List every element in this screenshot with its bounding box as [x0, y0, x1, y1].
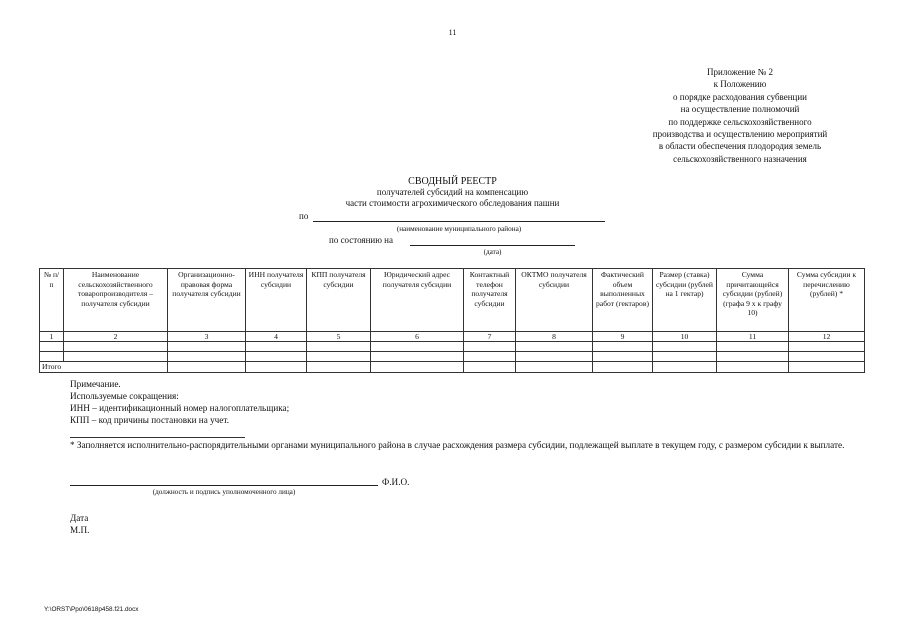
file-path: Y:\ORST\Ppo\0618p458.f21.docx: [44, 606, 139, 613]
table-cell: [40, 352, 64, 362]
appendix-line: производства и осуществлению мероприятий: [652, 129, 828, 140]
table-header-row: [40, 269, 865, 332]
date-field-line: [410, 245, 575, 246]
column-number-row: [40, 332, 865, 342]
footnote-separator: [70, 437, 245, 438]
table-cell: [246, 342, 307, 352]
appendix-line: по поддержке сельскохозяйственного: [668, 116, 812, 127]
table-cell: [464, 342, 516, 352]
column-header: Размер (ставка) субсидии (рублей на 1 гектар): [653, 269, 717, 332]
column-header: Сумма причитающейся субсидии (рублей) (графа 9 х к графу 10): [717, 269, 789, 332]
note-line: ИНН – идентификационный номер налогоплательщика;: [70, 403, 290, 413]
table-cell: [40, 342, 64, 352]
column-number: 11: [717, 332, 789, 342]
date-label: по состоянию на: [329, 235, 393, 245]
column-number: 8: [516, 332, 593, 342]
table-cell: [64, 352, 168, 362]
page-number: 11: [448, 28, 457, 37]
table-cell: [246, 352, 307, 362]
registry-table: [39, 268, 865, 373]
signature-fio: Ф.И.О.: [382, 477, 410, 487]
appendix-line: Приложение № 2: [707, 67, 773, 77]
note-line: КПП – код причины постановки на учет.: [70, 415, 229, 425]
column-number: 5: [307, 332, 371, 342]
district-label: по: [299, 211, 309, 221]
column-number: 12: [789, 332, 865, 342]
table-cell: [593, 352, 653, 362]
table-cell: [464, 352, 516, 362]
table-cell: [593, 342, 653, 352]
footnote-text: * Заполняется исполнительно-распорядительными органами муниципального района в случае расхождения размера субсидии, подлежащей выплате в текущем году, с размером субсидии к выплате.: [70, 440, 845, 450]
date-field-hint: (дата): [483, 248, 502, 256]
table-cell: [246, 362, 307, 373]
table-cell: [64, 342, 168, 352]
column-header: № п/п: [40, 269, 64, 332]
column-header: Сумма субсидии к перечислению (рублей) *: [789, 269, 865, 332]
appendix-line: к Положению: [713, 79, 767, 90]
district-field-line: [313, 221, 605, 222]
table-cell: [789, 362, 865, 373]
document-subtitle: части стоимости агрохимического обследования пашни: [345, 198, 560, 208]
table-cell: [789, 342, 865, 352]
column-header: Наименование сельскохозяйственного товаропроизводителя – получателя субсидии: [64, 269, 168, 332]
table-row: [40, 352, 865, 362]
table-cell: [717, 352, 789, 362]
table-cell: [168, 362, 246, 373]
date-label-bottom: Дата: [70, 513, 89, 523]
column-header: ИНН получателя субсидии: [246, 269, 307, 332]
table-row: [40, 342, 865, 352]
signature-hint: (должность и подпись уполномоченного лица): [152, 488, 296, 496]
document-subtitle: получателей субсидий на компенсацию: [376, 187, 529, 197]
column-number: 4: [246, 332, 307, 342]
appendix-line: на осуществление полномочий: [680, 104, 800, 115]
column-number: 7: [464, 332, 516, 342]
table-cell: [307, 342, 371, 352]
district-field-hint: (наименование муниципального района): [396, 225, 522, 233]
document-title: СВОДНЫЙ РЕЕСТР: [408, 176, 497, 187]
column-header: Организационно-правовая форма получателя субсидии: [168, 269, 246, 332]
table-cell: [717, 342, 789, 352]
date-stamp-block: [70, 512, 89, 536]
table-cell: [717, 362, 789, 373]
total-label: Итого: [40, 362, 168, 373]
note-line: Примечание.: [70, 379, 121, 389]
column-number: 2: [64, 332, 168, 342]
column-header: КПП получателя субсидии: [307, 269, 371, 332]
table-cell: [371, 342, 464, 352]
column-number: 6: [371, 332, 464, 342]
column-number: 10: [653, 332, 717, 342]
signature-line: [70, 485, 378, 486]
appendix-heading: [620, 66, 860, 165]
table-cell: [516, 342, 593, 352]
table-cell: [371, 362, 464, 373]
appendix-line: о порядке расходования субвенции: [673, 91, 807, 102]
table-cell: [168, 352, 246, 362]
table-cell: [464, 362, 516, 373]
table-cell: [653, 352, 717, 362]
column-number: 1: [40, 332, 64, 342]
table-cell: [516, 362, 593, 373]
notes-block: [70, 378, 289, 426]
appendix-line: в области обеспечения плодородия земель: [658, 141, 822, 152]
table-cell: [307, 352, 371, 362]
table-cell: [653, 342, 717, 352]
stamp-label: М.П.: [70, 525, 90, 535]
column-header: Контактный телефон получателя субсидии: [464, 269, 516, 332]
table-cell: [168, 342, 246, 352]
table-cell: [516, 352, 593, 362]
document-title-block: [0, 176, 905, 209]
note-line: Используемые сокращения:: [70, 391, 179, 401]
table-cell: [371, 352, 464, 362]
column-number: 3: [168, 332, 246, 342]
table-cell: [307, 362, 371, 373]
column-header: ОКТМО получателя субсидии: [516, 269, 593, 332]
total-row: [40, 362, 865, 373]
table-cell: [593, 362, 653, 373]
column-header: Юридический адрес получателя субсидии: [371, 269, 464, 332]
table-cell: [653, 362, 717, 373]
column-header: Фактический объем выполненных работ (гектаров): [593, 269, 653, 332]
column-number: 9: [593, 332, 653, 342]
appendix-line: сельскохозяйственного назначения: [673, 153, 807, 164]
table-cell: [789, 352, 865, 362]
